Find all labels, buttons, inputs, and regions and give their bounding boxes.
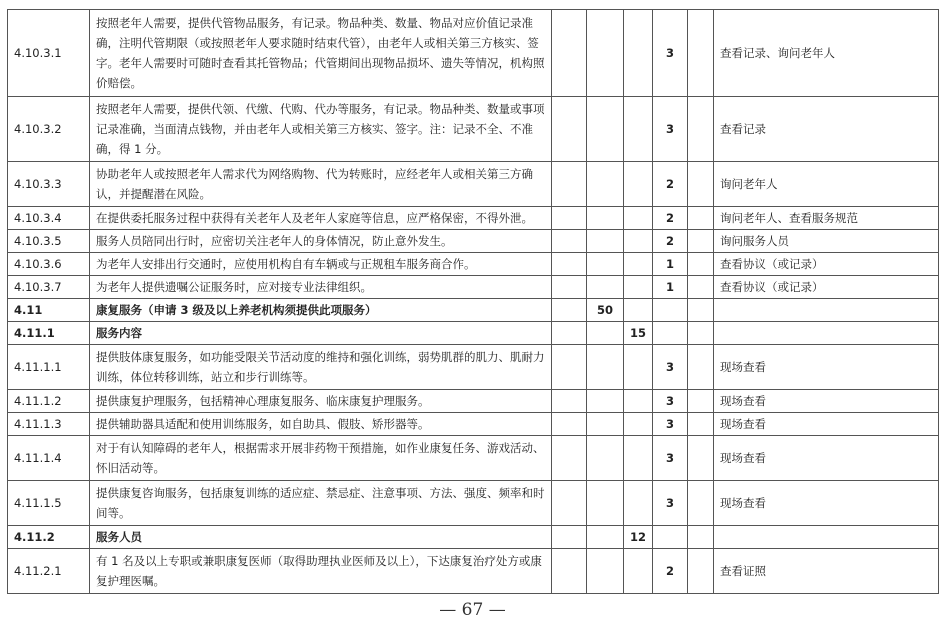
item-id: 4.11.1.5 (8, 481, 90, 526)
page-number: — 67 — (439, 600, 506, 620)
score-level-2: 15 (624, 322, 653, 345)
score-level-2 (624, 436, 653, 481)
table-row (8, 345, 939, 390)
section-row (8, 526, 939, 549)
item-content: 为老年人提供遗嘱公证服务时，应对接专业法律组织。 (90, 276, 552, 299)
check-method: 现场查看 (714, 390, 939, 413)
score-level-1 (587, 10, 624, 97)
score-level-1 (587, 322, 624, 345)
score-level-2 (624, 390, 653, 413)
score-level-0 (552, 253, 587, 276)
item-content: 为老年人安排出行交通时，应使用机构自有车辆或与正规租车服务商合作。 (90, 253, 552, 276)
item-id: 4.10.3.7 (8, 276, 90, 299)
score-blank (688, 253, 714, 276)
check-method: 查看协议（或记录） (714, 253, 939, 276)
table-row (8, 253, 939, 276)
score-level-3: 3 (653, 10, 688, 97)
item-id: 4.10.3.5 (8, 230, 90, 253)
score-level-2 (624, 230, 653, 253)
score-blank (688, 390, 714, 413)
score-level-0 (552, 526, 587, 549)
item-content: 协助老年人或按照老年人需求代为网络购物、代为转账时，应经老年人或相关第三方确认，并提醒潜在风险。 (90, 162, 552, 207)
score-level-3: 2 (653, 549, 688, 594)
check-method (714, 526, 939, 549)
item-content: 服务人员陪同出行时，应密切关注老年人的身体情况，防止意外发生。 (90, 230, 552, 253)
item-id: 4.11.1.3 (8, 413, 90, 436)
score-level-2 (624, 299, 653, 322)
score-blank (688, 230, 714, 253)
score-level-3: 3 (653, 436, 688, 481)
item-content: 提供康复咨询服务，包括康复训练的适应症、禁忌症、注意事项、方法、强度、频率和时间等。 (90, 481, 552, 526)
score-level-2 (624, 162, 653, 207)
item-content: 在提供委托服务过程中获得有关老年人及老年人家庭等信息，应严格保密，不得外泄。 (90, 207, 552, 230)
score-level-3: 3 (653, 390, 688, 413)
table-row (8, 549, 939, 594)
table-row (8, 436, 939, 481)
check-method: 现场查看 (714, 345, 939, 390)
item-content: 提供康复护理服务，包括精神心理康复服务、临床康复护理服务。 (90, 390, 552, 413)
item-content: 按照老年人需要，提供代领、代缴、代购、代办等服务，有记录。物品种类、数量或事项记录准确，当面清点钱物，并由老年人或相关第三方核实、签字。注：记录不全、不准确，得 1 分。 (90, 97, 552, 162)
score-blank (688, 322, 714, 345)
score-level-2 (624, 345, 653, 390)
score-level-1 (587, 345, 624, 390)
check-method: 查看证照 (714, 549, 939, 594)
score-level-2 (624, 413, 653, 436)
score-level-3: 3 (653, 97, 688, 162)
score-blank (688, 10, 714, 97)
check-method: 询问老年人 (714, 162, 939, 207)
check-method (714, 322, 939, 345)
score-level-0 (552, 413, 587, 436)
score-blank (688, 413, 714, 436)
score-level-3: 1 (653, 253, 688, 276)
score-level-0 (552, 162, 587, 207)
score-blank (688, 549, 714, 594)
score-blank (688, 481, 714, 526)
item-content: 康复服务（申请 3 级及以上养老机构须提供此项服务） (90, 299, 552, 322)
table-row (8, 481, 939, 526)
score-level-3 (653, 299, 688, 322)
table-row (8, 276, 939, 299)
score-level-2 (624, 97, 653, 162)
item-content: 服务人员 (90, 526, 552, 549)
score-level-2 (624, 481, 653, 526)
score-level-0 (552, 97, 587, 162)
score-level-1 (587, 162, 624, 207)
score-level-2 (624, 276, 653, 299)
score-level-2 (624, 10, 653, 97)
check-method (714, 299, 939, 322)
item-id: 4.10.3.3 (8, 162, 90, 207)
item-id: 4.11.1.2 (8, 390, 90, 413)
section-row (8, 299, 939, 322)
score-level-1 (587, 253, 624, 276)
score-level-0 (552, 481, 587, 526)
score-level-0 (552, 10, 587, 97)
score-level-1 (587, 97, 624, 162)
score-level-1 (587, 390, 624, 413)
section-row (8, 322, 939, 345)
score-blank (688, 97, 714, 162)
table-row (8, 413, 939, 436)
score-level-1 (587, 413, 624, 436)
score-level-2 (624, 549, 653, 594)
item-id: 4.10.3.6 (8, 253, 90, 276)
score-level-3: 1 (653, 276, 688, 299)
table-row (8, 10, 939, 97)
score-level-0 (552, 549, 587, 594)
score-level-1 (587, 230, 624, 253)
score-level-1: 50 (587, 299, 624, 322)
item-id: 4.10.3.4 (8, 207, 90, 230)
check-method: 查看记录 (714, 97, 939, 162)
item-id: 4.11.1.1 (8, 345, 90, 390)
score-level-1 (587, 207, 624, 230)
item-content: 提供肢体康复服务，如功能受限关节活动度的维持和强化训练，弱势肌群的肌力、肌耐力训练，体位转移训练，站立和步行训练等。 (90, 345, 552, 390)
score-level-3: 2 (653, 207, 688, 230)
score-level-3: 2 (653, 230, 688, 253)
score-level-0 (552, 390, 587, 413)
score-level-3: 3 (653, 413, 688, 436)
table-row (8, 207, 939, 230)
score-level-1 (587, 481, 624, 526)
score-level-3 (653, 322, 688, 345)
score-level-0 (552, 276, 587, 299)
score-level-0 (552, 299, 587, 322)
check-method: 询问老年人、查看服务规范 (714, 207, 939, 230)
item-id: 4.11 (8, 299, 90, 322)
check-method: 询问服务人员 (714, 230, 939, 253)
score-blank (688, 162, 714, 207)
score-level-0 (552, 436, 587, 481)
table-row (8, 230, 939, 253)
score-blank (688, 299, 714, 322)
score-blank (688, 276, 714, 299)
score-blank (688, 345, 714, 390)
check-method: 查看协议（或记录） (714, 276, 939, 299)
check-method: 查看记录、询问老年人 (714, 10, 939, 97)
item-id: 4.11.1 (8, 322, 90, 345)
score-level-1 (587, 276, 624, 299)
check-method: 现场查看 (714, 481, 939, 526)
standards-table (7, 9, 939, 594)
score-blank (688, 526, 714, 549)
score-level-0 (552, 345, 587, 390)
score-level-3: 3 (653, 345, 688, 390)
score-level-0 (552, 322, 587, 345)
item-content: 提供辅助器具适配和使用训练服务，如自助具、假肢、矫形器等。 (90, 413, 552, 436)
item-id: 4.11.1.4 (8, 436, 90, 481)
score-level-3 (653, 526, 688, 549)
score-level-2 (624, 207, 653, 230)
item-id: 4.11.2.1 (8, 549, 90, 594)
item-content: 按照老年人需要，提供代管物品服务，有记录。物品种类、数量、物品对应价值记录准确，注明代管期限（或按照老年人要求随时结束代管），由老年人或相关第三方核实、签字。老年人需要时可随时查看其托管物品；代管期间出现物品损坏、遗失等情况，机构照价赔偿。 (90, 10, 552, 97)
item-content: 有 1 名及以上专职或兼职康复医师（取得助理执业医师及以上），下达康复治疗处方或康复护理医嘱。 (90, 549, 552, 594)
score-level-1 (587, 549, 624, 594)
check-method: 现场查看 (714, 413, 939, 436)
score-level-3: 2 (653, 162, 688, 207)
item-id: 4.10.3.1 (8, 10, 90, 97)
check-method: 现场查看 (714, 436, 939, 481)
item-content: 对于有认知障碍的老年人，根据需求开展非药物干预措施，如作业康复任务、游戏活动、怀旧活动等。 (90, 436, 552, 481)
score-level-2 (624, 253, 653, 276)
item-content: 服务内容 (90, 322, 552, 345)
score-level-0 (552, 230, 587, 253)
score-level-2: 12 (624, 526, 653, 549)
score-blank (688, 436, 714, 481)
score-level-3: 3 (653, 481, 688, 526)
score-blank (688, 207, 714, 230)
item-id: 4.11.2 (8, 526, 90, 549)
table-row (8, 97, 939, 162)
item-id: 4.10.3.2 (8, 97, 90, 162)
score-level-0 (552, 207, 587, 230)
score-level-1 (587, 526, 624, 549)
score-level-1 (587, 436, 624, 481)
table-row (8, 162, 939, 207)
table-row (8, 390, 939, 413)
